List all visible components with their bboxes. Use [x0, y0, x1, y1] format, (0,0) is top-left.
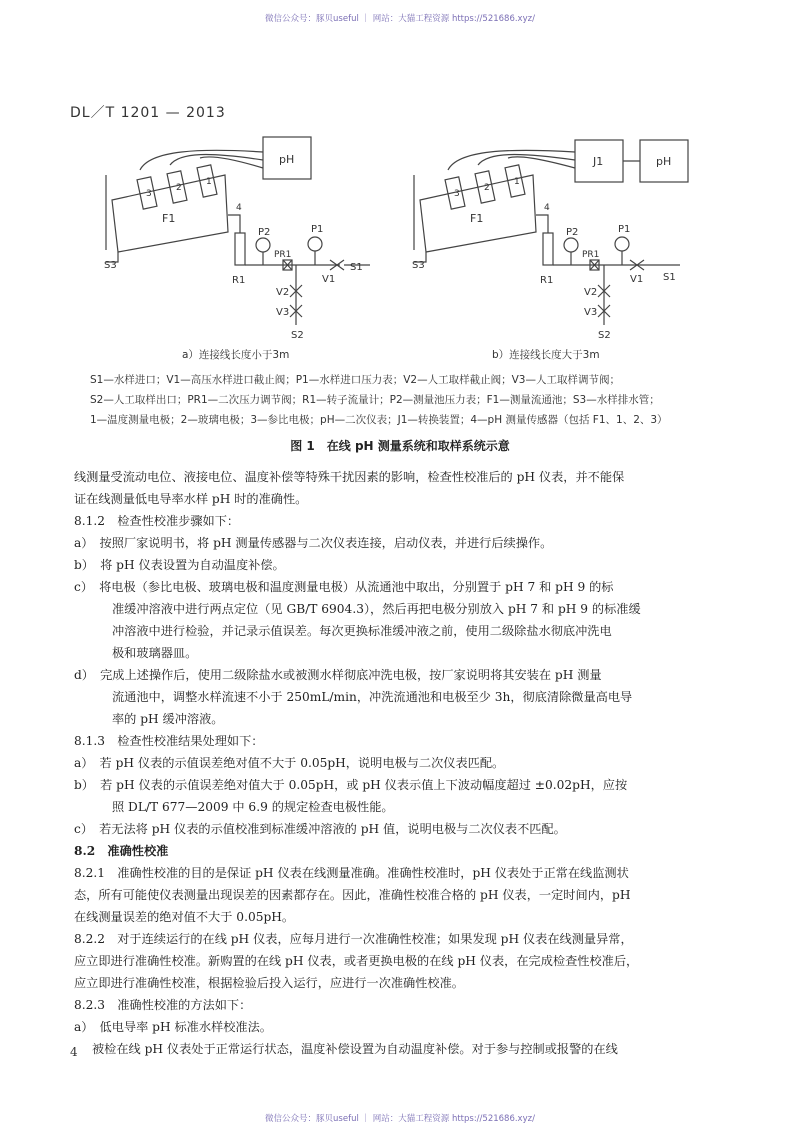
right-s1-label: S1	[663, 272, 676, 283]
left-r1-label: R1	[232, 275, 246, 286]
text-line: 证在线测量低电导率水样 pH 时的准确性。	[74, 492, 308, 506]
section-heading: 8.1.3 检查性校准结果处理如下：	[74, 734, 264, 748]
left-n3-label: 3	[146, 189, 152, 199]
text-line: 准缓冲溶液中进行两点定位（见 GB/T 6904.3），然后再把电极分别放入 pH 7 和 pH 9 的标准缓	[112, 602, 641, 616]
legend-line-2: S2—人工取样出口；PR1—二次压力调节阀；R1—转子流量计；P2—测量池压力表；F1—测量流通池；S3—水样排水管；	[90, 394, 660, 406]
right-v1-label: V1	[630, 274, 644, 285]
left-v1-label: V1	[322, 274, 336, 285]
section-heading: 8.2.3 准确性校准的方法如下：	[74, 998, 252, 1012]
right-n1-label: 1	[514, 177, 520, 187]
left-pr1-label: PR1	[274, 250, 292, 260]
text-line: 应立即进行准确性校准，根据检验后投入运行，应进行一次准确性校准。	[74, 976, 464, 990]
section-heading: 8.1.2 检查性校准步骤如下：	[74, 514, 240, 528]
right-v3-label: V3	[584, 307, 598, 318]
left-n4-label: 4	[236, 203, 242, 213]
right-s2-label: S2	[598, 330, 611, 341]
page-number: 4	[70, 1045, 78, 1059]
right-f1-label: F1	[470, 212, 484, 225]
right-pr1-label: PR1	[582, 250, 600, 260]
right-r1-label: R1	[540, 275, 554, 286]
left-v3-label: V3	[276, 307, 290, 318]
text-line: 在线测量误差的绝对值不大于 0.05pH。	[74, 910, 295, 924]
watermark-bottom: 微信公众号：豚贝useful ｜ 网站：大猫工程资源 https://521686.xyz/	[265, 1114, 535, 1124]
text-line: 态，所有可能使仪表测量出现误差的因素都存在。因此，准确性校准合格的 pH 仪表，一定时间内，pH	[74, 888, 631, 902]
sampling-system-diagram	[0, 130, 800, 370]
left-s3-label: S3	[104, 260, 117, 271]
text-line: 8.2.2 对于连续运行的在线 pH 仪表，应每月进行一次准确性校准；如果发现 pH 仪表在线测量异常，	[74, 932, 633, 946]
text-line: 冲溶液中进行检验，并记录示值误差。每次更换标准缓冲液之前，使用二级除盐水彻底冲洗电	[112, 624, 612, 638]
caption-b: b）连接线长度大于3m	[492, 349, 600, 361]
right-ph-label: pH	[656, 155, 672, 168]
watermark-top: 微信公众号：豚贝useful ｜ 网站：大猫工程资源 https://521686.xyz/	[265, 14, 535, 24]
section-heading: 8.2 准确性校准	[74, 844, 169, 858]
right-s3-label: S3	[412, 260, 425, 271]
text-line: 应立即进行准确性校准。新购置的在线 pH 仪表，或者更换电极的在线 pH 仪表，在完成检查性校准后，	[74, 954, 639, 968]
text-line: b） 若 pH 仪表的示值误差绝对值大于 0.05pH，或 pH 仪表示值上下波动幅度超过 ±0.02pH，应按	[74, 778, 628, 792]
right-p1-label: P1	[618, 224, 631, 235]
text-line: 流通池中，调整水样流速不小于 250mL/min，冲洗流通池和电极至少 3h，彻底清除微量高电导	[112, 690, 633, 704]
text-line: 极和玻璃器皿。	[112, 646, 198, 660]
left-p1-label: P1	[311, 224, 324, 235]
text-line: 被检在线 pH 仪表处于正常运行状态，温度补偿设置为自动温度补偿。对于参与控制或报警的在线	[92, 1042, 618, 1056]
caption-a: a）连接线长度小于3m	[182, 349, 290, 361]
right-j1-label: J1	[593, 155, 604, 168]
text-line: c） 若无法将 pH 仪表的示值校准到标准缓冲溶液的 pH 值，说明电极与二次仪表不匹配。	[74, 822, 566, 836]
left-v2-label: V2	[276, 287, 290, 298]
left-n1-label: 1	[206, 177, 212, 187]
text-line: 照 DL/T 677—2009 中 6.9 的规定检查电极性能。	[112, 800, 394, 814]
right-p2-label: P2	[566, 227, 579, 238]
left-ph-label: pH	[279, 153, 295, 166]
text-line: a） 低电导率 pH 标准水样校准法。	[74, 1020, 272, 1034]
header-standard-code: DL／T 1201 — 2013	[70, 105, 226, 121]
text-line: c） 将电极（参比电极、玻璃电极和温度测量电极）从流通池中取出，分别置于 pH 7 和 pH 9 的标	[74, 580, 614, 594]
text-line: 8.2.1 准确性校准的目的是保证 pH 仪表在线测量准确。准确性校准时，pH 仪表处于正常在线监测状	[74, 866, 629, 880]
text-line: a） 若 pH 仪表的示值误差绝对值不大于 0.05pH，说明电极与二次仪表匹配。	[74, 756, 505, 770]
right-n2-label: 2	[484, 183, 490, 193]
right-n4-label: 4	[544, 203, 550, 213]
right-v2-label: V2	[584, 287, 598, 298]
right-n3-label: 3	[454, 189, 460, 199]
text-line: d） 完成上述操作后，使用二级除盐水或被测水样彻底冲洗电极，按厂家说明将其安装在 pH 测量	[74, 668, 602, 682]
text-line: 率的 pH 缓冲溶液。	[112, 712, 224, 726]
left-p2-label: P2	[258, 227, 271, 238]
left-s1-label: S1	[350, 262, 363, 273]
left-f1-label: F1	[162, 212, 176, 225]
figure-title: 图 1 在线 pH 测量系统和取样系统示意	[290, 439, 510, 453]
left-s2-label: S2	[291, 330, 304, 341]
text-line: a） 按照厂家说明书，将 pH 测量传感器与二次仪表连接，启动仪表，并进行后续操作。	[74, 536, 553, 550]
left-n2-label: 2	[176, 183, 182, 193]
legend-line-1: S1—水样进口；V1—高压水样进口截止阀；P1—水样进口压力表；V2—人工取样截止阀；V3—人工取样调节阀；	[90, 374, 620, 386]
text-line: b） 将 pH 仪表设置为自动温度补偿。	[74, 558, 285, 572]
legend-line-3: 1—温度测量电极；2—玻璃电极；3—参比电极；pH—二次仪表；J1—转换装置；4—pH 测量传感器（包括 F1、1、2、3）	[90, 414, 668, 426]
text-line: 线测量受流动电位、液接电位、温度补偿等特殊干扰因素的影响，检查性校准后的 pH 仪表，并不能保	[74, 470, 625, 484]
